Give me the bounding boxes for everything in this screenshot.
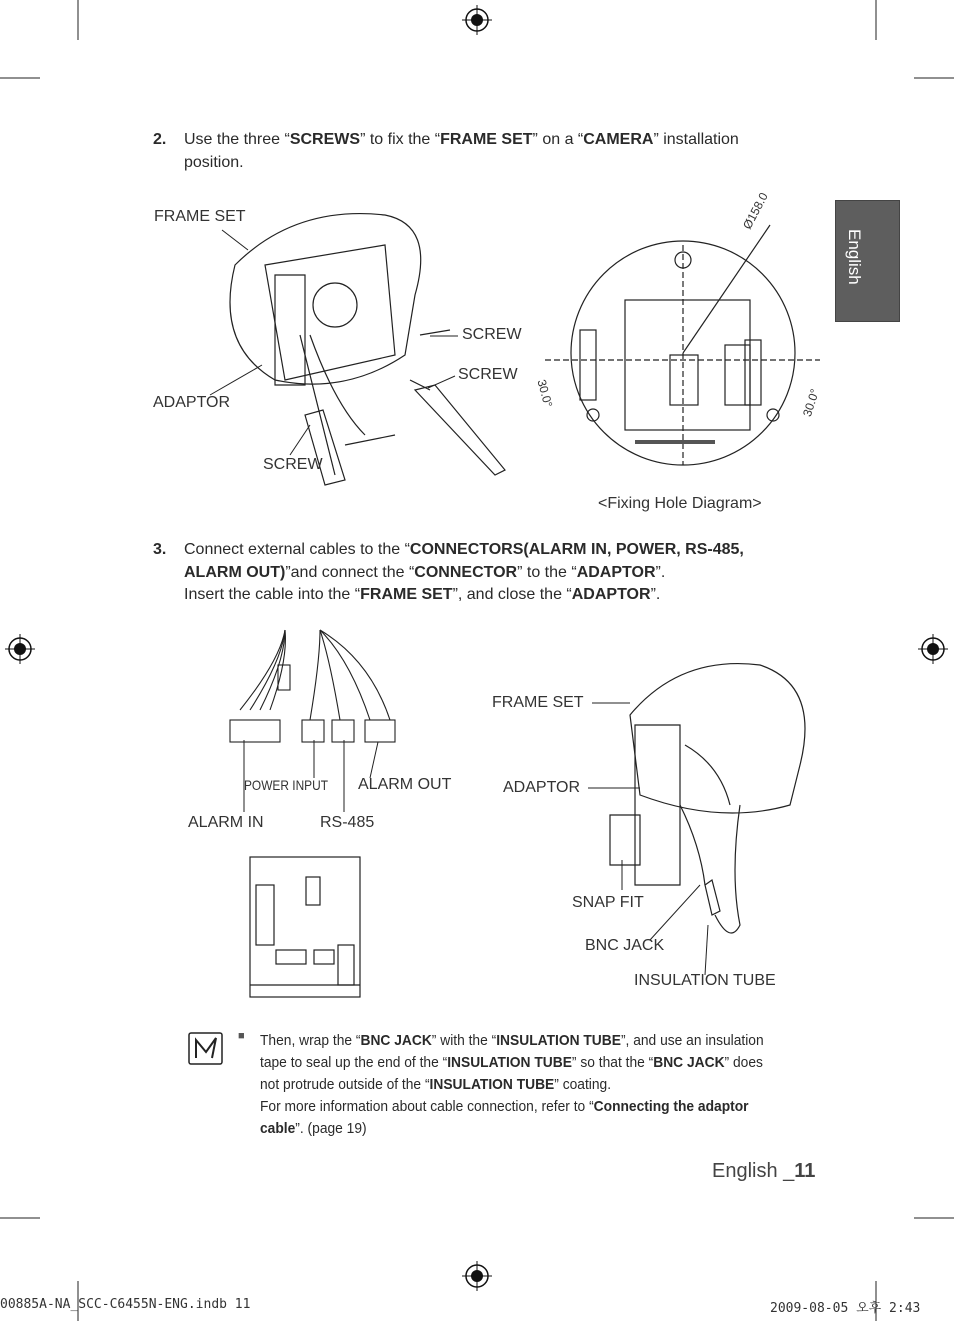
label-frame-set-1: FRAME SET [154,208,246,225]
fixing-hole-caption: <Fixing Hole Diagram> [598,495,762,512]
language-tab-label: English [845,229,864,285]
label-screw-2: SCREW [458,366,518,383]
label-adaptor-2: ADAPTOR [503,779,581,796]
label-rs485: RS-485 [320,814,375,831]
dim-diameter: Ø158.0 [740,190,771,232]
page-footer-lang: English _ [712,1160,795,1182]
label-adaptor-1: ADAPTOR [153,394,231,411]
dim-angle-left: 30.0° [534,378,556,409]
label-bnc-jack: BNC JACK [585,937,665,954]
dim-angle-right: 30.0° [800,387,823,419]
label-alarm-in: ALARM IN [188,814,264,831]
step-3-text: Connect external cables to the “CONNECTORS(ALARM IN, POWER, RS-485, ALARM OUT)”and connect the “CONNECTOR” to the “ADAPTOR”. Insert the cable into the “FRAME SET”, and close the “ADAPTOR”. [184,541,744,603]
note-text: Then, wrap the “BNC JACK” with the “INSULATION TUBE”, and use an insulation tape to seal up the end of the “INSULATION TUBE” so that the “BNC JACK” does not protrude outside of the “INSULATION TUBE” coating. For more information about cable connection, refer to “Connecting the adaptor cable”. (page 19) [260,1032,764,1137]
step-2-number: 2. [153,131,167,148]
label-power-input: POWER INPUT [244,777,328,793]
note-icon [188,1032,224,1066]
step-2-text: Use the three “SCREWS” to fix the “FRAME SET” on a “CAMERA” installation position. [184,131,739,171]
label-alarm-out: ALARM OUT [358,776,452,793]
page-footer [712,1160,815,1183]
label-insulation-tube: INSULATION TUBE [634,972,776,989]
note-bullet: ■ [238,1030,245,1042]
page-number: 11 [794,1160,816,1182]
print-slug-file: 00885A-NA_SCC-C6455N-ENG.indb 11 [0,1297,251,1312]
label-snap-fit: SNAP FIT [572,894,644,911]
label-frame-set-2: FRAME SET [492,694,584,711]
label-screw-3: SCREW [263,456,323,473]
registration-mark-bottom [462,1261,492,1291]
label-screw-1: SCREW [462,326,522,343]
step-3-number: 3. [153,541,167,558]
print-slug-date: 2009-08-05 오후 2:43 [770,1301,921,1316]
